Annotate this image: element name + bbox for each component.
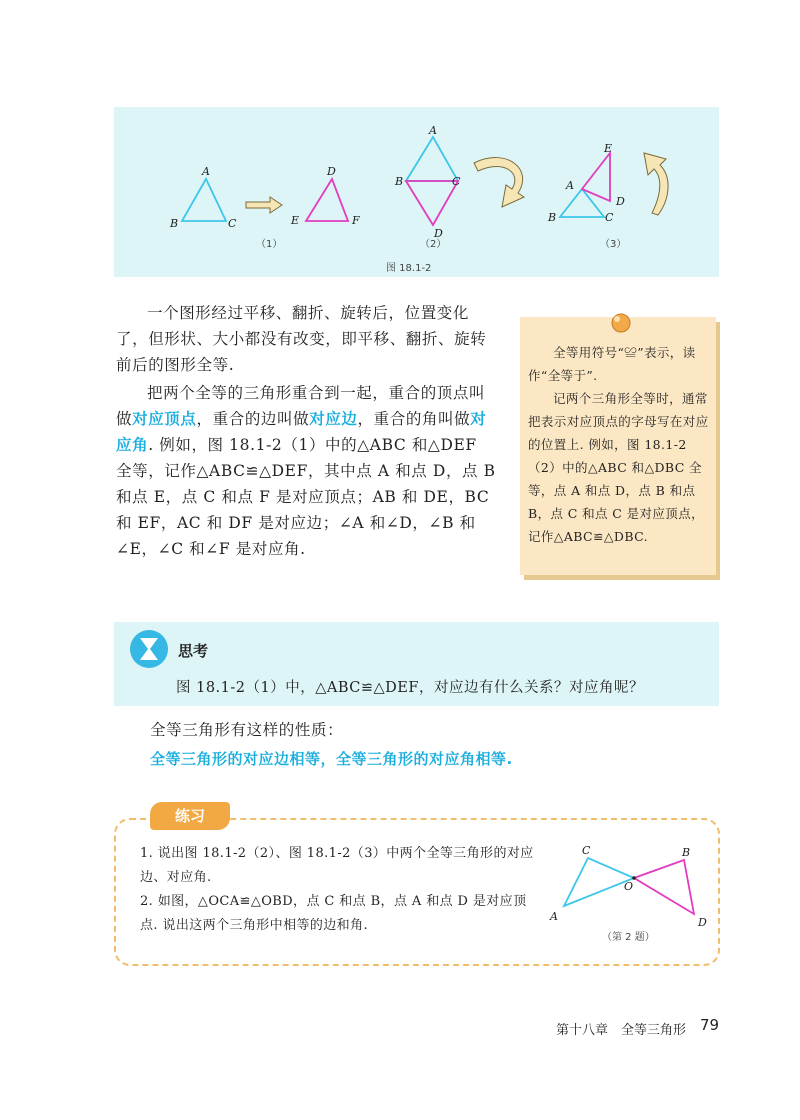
label-c-2: C bbox=[452, 175, 461, 188]
def-text-d: . 例如，图 18.1-2（1）中的△ABC 和△DEF 全等，记作△ABC≌△DEF，其中点 A 和点 D，点 B 和点 E，点 C 和点 F 是对应顶点；AB 和 DE，BC 和 EF，AC 和 DF 是对应边；∠A 和∠D，∠B 和∠E，∠C 和∠F 是对应角. bbox=[116, 436, 496, 558]
triangle-abc-3 bbox=[560, 189, 604, 217]
ex-label-o: O bbox=[624, 880, 634, 893]
exercise-item-2: 2. 如图，△OCA≌△OBD，点 C 和点 B，点 A 和点 D 是对应顶点. 说出这两个三角形中相等的边和角. bbox=[140, 894, 527, 933]
note-text bbox=[528, 341, 710, 548]
triangle-abc-2 bbox=[406, 137, 458, 181]
paragraph-transform: 一个图形经过平移、翻折、旋转后，位置变化了，但形状、大小都没有改变，即平移、翻折、旋转前后的图形全等. bbox=[116, 304, 487, 374]
sub-caption-1: （1） bbox=[256, 239, 283, 250]
note-line-1: 全等用符号“≌”表示，读作“全等于”. bbox=[528, 345, 696, 383]
figure-svg bbox=[114, 107, 719, 277]
label-d-1: D bbox=[327, 165, 336, 178]
def-text-a: 把两个全等的三角形重合到一起，重合的顶点叫做 bbox=[116, 384, 486, 428]
label-e-1: E bbox=[291, 214, 300, 227]
exercise-item-1: 1. 说出图 18.1-2（2）、图 18.1-2（3）中两个全等三角形的对应边、对应角. bbox=[140, 846, 534, 885]
think-icon bbox=[128, 628, 170, 670]
label-c-3: C bbox=[605, 211, 614, 224]
term-corresponding-vertex: 对应顶点 bbox=[132, 410, 197, 428]
figure-caption: 图 18.1-2 bbox=[386, 263, 432, 274]
page-number: 79 bbox=[700, 1016, 720, 1034]
think-question: 图 18.1-2（1）中，△ABC≌△DEF，对应边有什么关系？对应角呢？ bbox=[176, 680, 644, 696]
sub-caption-3: （3） bbox=[600, 239, 627, 250]
rotate-arrow-icon bbox=[644, 153, 668, 215]
label-e-3: E bbox=[604, 142, 613, 155]
ex-label-c: C bbox=[582, 844, 591, 857]
exercise-figure-caption: （第 2 题） bbox=[602, 932, 655, 943]
note-line-2: 记两个三角形全等时，通常把表示对应顶点的字母写在对应的位置上. 例如，图 18.1-2（2）中的△ABC 和△DBC 全等，点 A 和点 D，点 B 和点 B，点 C 和点 C 是对应顶点，记作△ABC≌△DBC. bbox=[528, 391, 709, 544]
shift-arrow-icon bbox=[246, 197, 282, 213]
label-b-2: B bbox=[395, 175, 404, 188]
label-d-3: D bbox=[616, 195, 625, 208]
label-a-3: A bbox=[566, 179, 574, 192]
property-intro: 全等三角形有这样的性质： bbox=[150, 721, 344, 739]
triangle-obd bbox=[634, 860, 694, 914]
label-c-1: C bbox=[228, 217, 237, 230]
footer-chapter: 第十八章 全等三角形 bbox=[556, 1023, 687, 1038]
note-card bbox=[520, 317, 716, 575]
figure-panel bbox=[114, 107, 719, 277]
label-a-1: A bbox=[202, 165, 210, 178]
label-b-3: B bbox=[548, 211, 557, 224]
term-corresponding-side: 对应边 bbox=[309, 410, 358, 428]
label-d-2: D bbox=[434, 227, 443, 240]
triangle-dbc-2 bbox=[406, 181, 458, 225]
paragraph-definitions bbox=[116, 380, 496, 562]
exercise-tab: 练习 bbox=[150, 802, 230, 830]
label-f-1: F bbox=[352, 214, 360, 227]
triangle-def-1 bbox=[306, 179, 348, 221]
think-title: 思考 bbox=[178, 642, 209, 660]
pin-icon bbox=[606, 307, 636, 337]
sub-caption-2: （2） bbox=[420, 239, 447, 250]
exercise-figure bbox=[544, 840, 714, 950]
term-corresponding-angle: 对应角 bbox=[116, 410, 487, 454]
ex-label-a: A bbox=[550, 910, 558, 923]
def-text-b: ，重合的边叫做 bbox=[196, 410, 310, 428]
ex-label-d: D bbox=[698, 916, 707, 929]
def-text-c: ，重合的角叫做 bbox=[357, 410, 471, 428]
ex-label-b: B bbox=[682, 846, 691, 859]
triangle-abc-1 bbox=[182, 179, 226, 221]
label-b-1: B bbox=[170, 217, 179, 230]
property-statement: 全等三角形的对应边相等，全等三角形的对应角相等. bbox=[150, 750, 513, 768]
flip-arrow-icon bbox=[474, 158, 524, 207]
label-a-2: A bbox=[429, 124, 437, 137]
